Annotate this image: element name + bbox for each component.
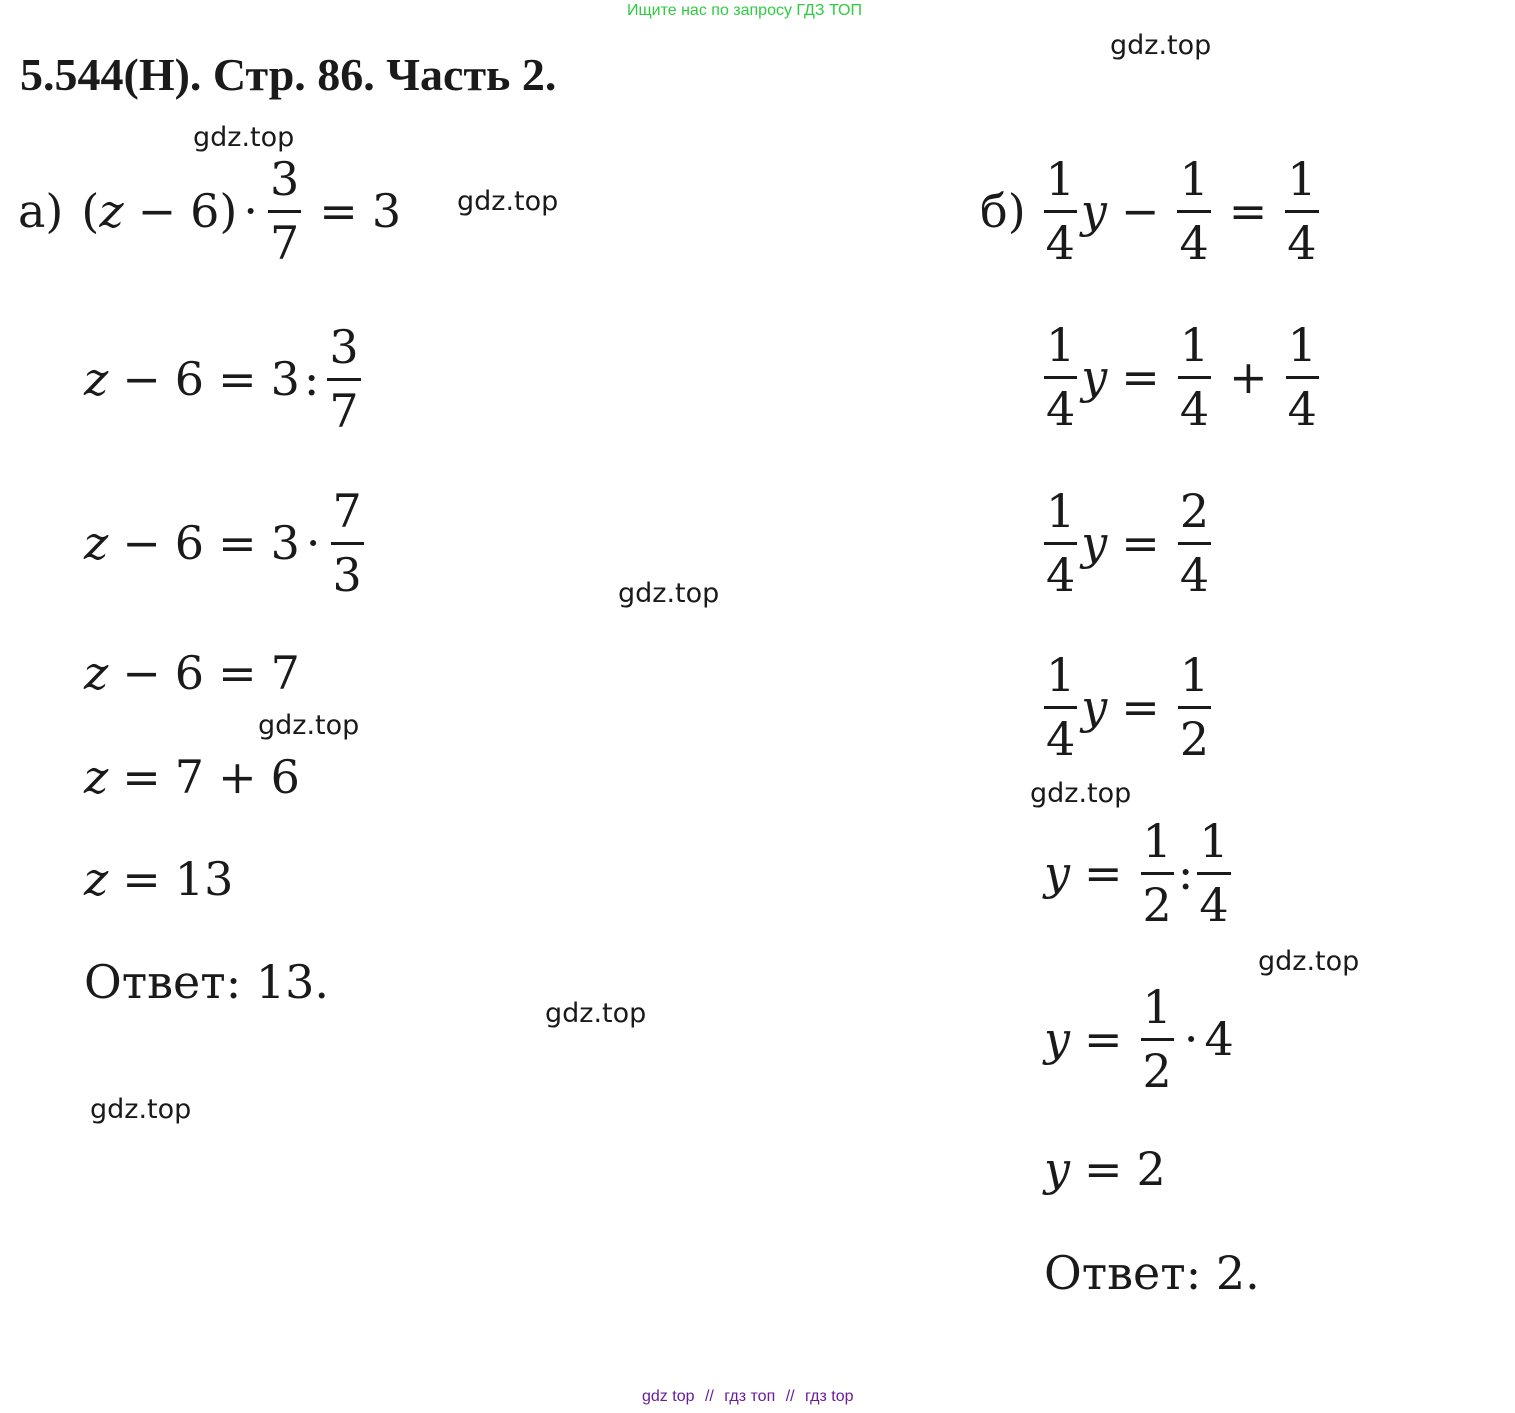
minus-sign: − bbox=[1120, 184, 1160, 238]
fraction bbox=[1178, 648, 1211, 766]
fraction-bar bbox=[268, 210, 301, 213]
number: 6 bbox=[270, 750, 300, 804]
minus-sign: − bbox=[122, 352, 161, 406]
part-b-label: б) bbox=[980, 184, 1026, 238]
fraction-bar bbox=[1177, 210, 1210, 213]
fraction bbox=[1044, 152, 1077, 270]
fraction bbox=[1285, 152, 1318, 270]
fraction-bar bbox=[1044, 706, 1077, 709]
variable-z: z bbox=[84, 516, 109, 570]
part-b-line-5 bbox=[1044, 810, 1235, 936]
watermark: gdz.top bbox=[618, 578, 720, 609]
footer-link-gdz-top[interactable]: gdz top bbox=[642, 1388, 695, 1405]
watermark: gdz.top bbox=[1258, 946, 1360, 977]
fraction-bar bbox=[1197, 872, 1230, 875]
denominator: 2 bbox=[1179, 711, 1210, 766]
part-b-line-6 bbox=[1044, 976, 1234, 1102]
equals-sign: = bbox=[1228, 184, 1268, 238]
part-a-line-6 bbox=[84, 854, 233, 904]
numerator: 3 bbox=[329, 320, 359, 375]
numerator: 1 bbox=[1046, 318, 1076, 373]
denominator: 2 bbox=[1142, 1043, 1172, 1098]
fraction bbox=[327, 320, 360, 438]
denominator: 4 bbox=[1179, 215, 1209, 270]
fraction bbox=[331, 484, 364, 602]
fraction-bar bbox=[327, 378, 360, 381]
numerator: 1 bbox=[1046, 484, 1076, 539]
numerator: 7 bbox=[332, 484, 362, 539]
watermark: gdz.top bbox=[1030, 778, 1132, 809]
multiply-dot: · bbox=[1183, 1012, 1199, 1066]
number: 6 bbox=[174, 352, 205, 406]
denominator: 4 bbox=[1179, 547, 1210, 602]
number: 3 bbox=[270, 352, 300, 406]
footer-separator: // bbox=[704, 1388, 714, 1405]
denominator: 7 bbox=[269, 215, 300, 270]
number: 6 bbox=[190, 184, 220, 238]
variable-z: z bbox=[99, 184, 124, 238]
fraction-bar bbox=[1178, 376, 1211, 379]
part-b-answer: Ответ: 2. bbox=[1044, 1246, 1260, 1300]
fraction bbox=[1044, 648, 1077, 766]
variable-y: y bbox=[1044, 1142, 1070, 1196]
watermark: gdz.top bbox=[193, 122, 295, 153]
fraction bbox=[1197, 814, 1230, 932]
numerator: 1 bbox=[1199, 814, 1229, 869]
footer-separator: // bbox=[785, 1388, 795, 1405]
denominator: 4 bbox=[1199, 877, 1229, 932]
fraction bbox=[268, 152, 301, 270]
watermark: gdz.top bbox=[258, 710, 360, 741]
fraction-bar bbox=[1178, 706, 1211, 709]
plus-sign: + bbox=[1229, 350, 1268, 404]
equals-sign: = bbox=[319, 184, 358, 238]
fraction-bar bbox=[1285, 210, 1318, 213]
fraction-bar bbox=[1044, 210, 1077, 213]
part-b-line-2 bbox=[1040, 314, 1323, 440]
watermark: gdz.top bbox=[457, 186, 559, 217]
equals-sign: = bbox=[218, 646, 257, 700]
division-colon: : bbox=[1177, 846, 1194, 900]
part-a-line-3 bbox=[84, 480, 368, 606]
minus-sign: − bbox=[122, 646, 161, 700]
fraction-bar bbox=[1044, 376, 1077, 379]
equals-sign: = bbox=[1121, 350, 1160, 404]
page-title: 5.544(Н). Стр. 86. Часть 2. bbox=[20, 49, 557, 100]
part-a-line-4 bbox=[84, 648, 300, 698]
numerator: 1 bbox=[1142, 980, 1172, 1035]
numerator: 1 bbox=[1287, 318, 1317, 373]
minus-sign: − bbox=[122, 516, 161, 570]
part-a-label: а) bbox=[18, 184, 64, 238]
fraction bbox=[1286, 318, 1319, 436]
fraction-bar bbox=[1286, 376, 1319, 379]
fraction bbox=[1044, 318, 1077, 436]
part-a-line-2 bbox=[84, 316, 365, 442]
equals-sign: = bbox=[218, 352, 257, 406]
number: 6 bbox=[174, 646, 205, 700]
numerator: 1 bbox=[1142, 814, 1172, 869]
fraction-bar bbox=[1141, 872, 1174, 875]
number: 2 bbox=[1136, 1142, 1166, 1196]
fraction-bar bbox=[1141, 1038, 1174, 1041]
top-banner: Ищите нас по запросу ГДЗ ТОП bbox=[627, 2, 862, 19]
footer-links bbox=[642, 1388, 854, 1406]
equals-sign: = bbox=[218, 516, 257, 570]
denominator: 4 bbox=[1287, 381, 1317, 436]
number: 7 bbox=[270, 646, 300, 700]
denominator: 4 bbox=[1046, 711, 1076, 766]
numerator: 1 bbox=[1045, 152, 1075, 207]
variable-y: y bbox=[1080, 184, 1107, 238]
denominator: 2 bbox=[1142, 877, 1172, 932]
variable-y: y bbox=[1044, 1012, 1070, 1066]
equals-sign: = bbox=[122, 750, 161, 804]
numerator: 1 bbox=[1179, 648, 1210, 703]
fraction-bar bbox=[331, 542, 364, 545]
fraction bbox=[1178, 318, 1211, 436]
numerator: 1 bbox=[1287, 152, 1317, 207]
footer-link-gdz-top-ru[interactable]: гдз топ bbox=[724, 1388, 776, 1405]
number: 7 bbox=[174, 750, 205, 804]
variable-y: y bbox=[1081, 350, 1108, 404]
division-colon: : bbox=[303, 352, 320, 406]
variable-y: y bbox=[1081, 680, 1108, 734]
number: 6 bbox=[174, 516, 205, 570]
denominator: 4 bbox=[1046, 381, 1076, 436]
fraction bbox=[1044, 484, 1077, 602]
part-b-line-3 bbox=[1040, 480, 1215, 606]
part-a-answer: Ответ: 13. bbox=[84, 955, 330, 1009]
variable-y: y bbox=[1044, 846, 1070, 900]
part-a-line-5 bbox=[84, 752, 300, 802]
denominator: 4 bbox=[1179, 381, 1210, 436]
fraction bbox=[1177, 152, 1210, 270]
number: 4 bbox=[1204, 1012, 1234, 1066]
watermark: gdz.top bbox=[1110, 30, 1212, 61]
equals-sign: = bbox=[1121, 680, 1160, 734]
paren-open: ( bbox=[81, 184, 100, 238]
watermark: gdz.top bbox=[545, 998, 647, 1029]
fraction bbox=[1178, 484, 1211, 602]
multiply-dot: · bbox=[243, 184, 258, 238]
equals-sign: = bbox=[1121, 516, 1160, 570]
part-b-line-4 bbox=[1040, 644, 1215, 770]
numerator: 1 bbox=[1046, 648, 1076, 703]
part-b-line-1 bbox=[980, 148, 1323, 274]
paren-close: ) bbox=[219, 184, 238, 238]
equals-sign: = bbox=[1084, 1012, 1123, 1066]
fraction bbox=[1141, 980, 1174, 1098]
part-a-line-1 bbox=[18, 148, 401, 274]
denominator: 3 bbox=[332, 547, 362, 602]
part-b-line-7 bbox=[1044, 1144, 1166, 1194]
denominator: 7 bbox=[329, 383, 359, 438]
variable-z: z bbox=[84, 852, 109, 906]
fraction-bar bbox=[1178, 542, 1211, 545]
plus-sign: + bbox=[218, 750, 257, 804]
denominator: 4 bbox=[1045, 215, 1075, 270]
fraction bbox=[1141, 814, 1174, 932]
number: 3 bbox=[270, 516, 300, 570]
numerator: 2 bbox=[1179, 484, 1210, 539]
fraction-bar bbox=[1044, 542, 1077, 545]
equals-sign: = bbox=[1084, 1142, 1123, 1196]
equals-sign: = bbox=[1084, 846, 1123, 900]
multiply-dot: · bbox=[305, 516, 321, 570]
numerator: 1 bbox=[1179, 318, 1210, 373]
variable-z: z bbox=[84, 646, 109, 700]
denominator: 4 bbox=[1287, 215, 1317, 270]
footer-link-gdz-top-mixed[interactable]: гдз top bbox=[805, 1388, 854, 1405]
equals-sign: = bbox=[122, 852, 161, 906]
denominator: 4 bbox=[1046, 547, 1076, 602]
watermark: gdz.top bbox=[90, 1094, 192, 1125]
number: 3 bbox=[371, 184, 402, 238]
minus-sign: − bbox=[137, 184, 177, 238]
number: 13 bbox=[174, 852, 234, 906]
variable-z: z bbox=[84, 750, 109, 804]
variable-y: y bbox=[1081, 516, 1108, 570]
variable-z: z bbox=[84, 352, 109, 406]
numerator: 1 bbox=[1179, 152, 1209, 207]
numerator: 3 bbox=[269, 152, 300, 207]
